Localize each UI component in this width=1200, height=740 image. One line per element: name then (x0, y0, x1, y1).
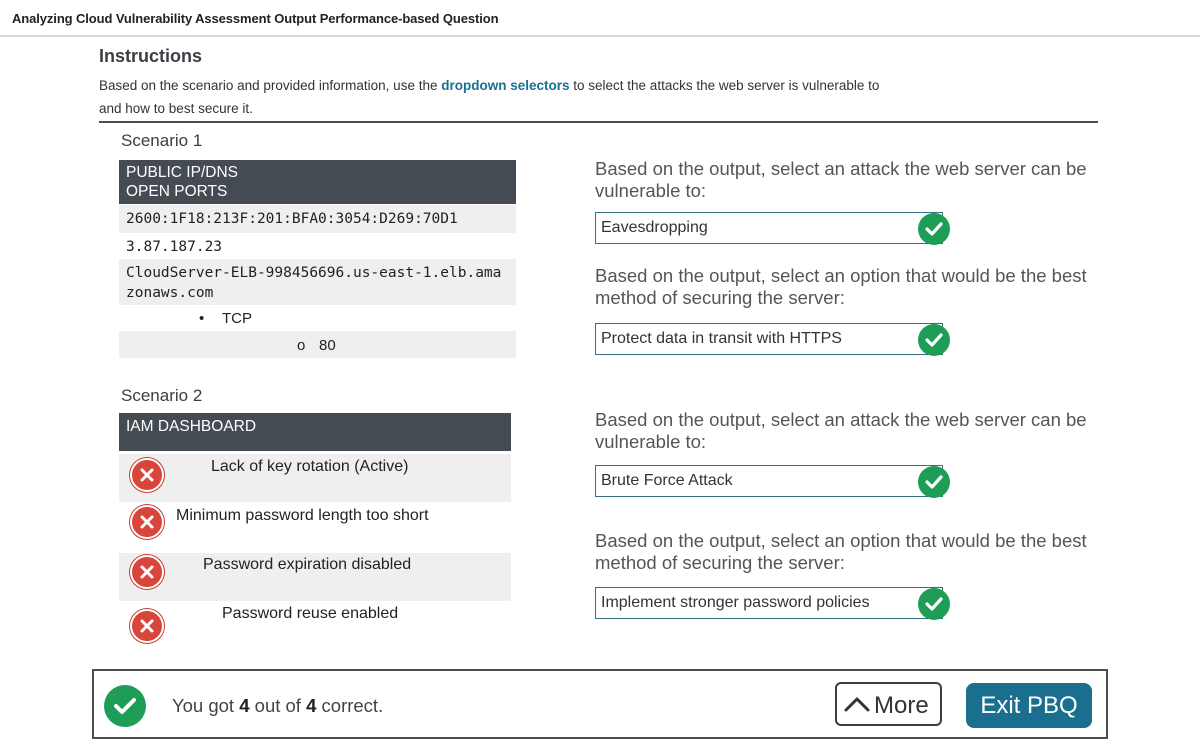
score-middle: out of (249, 695, 307, 716)
score-suffix: correct. (316, 695, 384, 716)
error-x-icon (130, 609, 164, 643)
protocol-bullet: • (199, 310, 205, 327)
chevron-up-icon (843, 696, 871, 717)
answer-dropdown-3-value: Brute Force Attack (601, 472, 733, 489)
result-check-icon (104, 685, 146, 727)
title-bar (0, 0, 1200, 37)
question-1: Based on the output, select an attack the web server can be vulnerable to: (595, 158, 1087, 201)
iam-item-label: Lack of key rotation (Active) (211, 458, 409, 475)
error-x-icon (130, 505, 164, 539)
port-value: 80 (319, 337, 336, 354)
error-x-icon (130, 458, 164, 492)
score-correct: 4 (239, 695, 250, 716)
exit-pbq-button-label: Exit PBQ (980, 692, 1078, 719)
dns-name: CloudServer-ELB-998456696.us-east-1.elb.amazonaws.com (119, 259, 516, 305)
correct-check-icon (918, 213, 950, 245)
iam-item-row (119, 602, 511, 650)
scenario-1-label: Scenario 1 (121, 131, 203, 150)
answer-dropdown-2[interactable] (595, 323, 943, 355)
question-2: Based on the output, select an option that would be the best method of securing the server: (595, 265, 1087, 308)
dropdown-selectors-link: dropdown selectors (441, 78, 570, 93)
scenario-1-header-line2: OPEN PORTS (126, 183, 228, 200)
answer-dropdown-2-value: Protect data in transit with HTTPS (601, 330, 842, 347)
ipv6-address: 2600:1F18:213F:201:BFA0:3054:D269:70D1 (119, 205, 516, 233)
score-text (172, 695, 383, 717)
scenario-1-header-line1: PUBLIC IP/DNS (126, 164, 238, 181)
score-prefix: You got (172, 695, 240, 716)
iam-item-row (119, 454, 511, 502)
instructions-text-after: to select the attacks the web server is vulnerable to and how to best secure it. (99, 78, 880, 116)
iam-item-label: Minimum password length too short (176, 507, 429, 524)
port-row (119, 331, 516, 358)
results-footer (92, 669, 1108, 739)
question-4: Based on the output, select an option that would be the best method of securing the server: (595, 530, 1087, 573)
correct-check-icon (918, 466, 950, 498)
answer-dropdown-4[interactable] (595, 587, 943, 619)
correct-check-icon (918, 588, 950, 620)
answer-dropdown-3[interactable] (595, 465, 943, 497)
iam-item-row (119, 503, 511, 551)
score-total: 4 (306, 695, 317, 716)
iam-item-label: Password reuse enabled (222, 605, 399, 622)
instructions-text (99, 74, 899, 120)
scenario-1-header (119, 160, 516, 204)
more-button-label: More (874, 692, 929, 719)
section-divider (99, 121, 1098, 123)
answer-dropdown-1[interactable] (595, 212, 943, 244)
port-bullet: o (297, 337, 306, 354)
exit-pbq-button[interactable] (966, 683, 1092, 728)
question-3: Based on the output, select an attack the web server can be vulnerable to: (595, 409, 1087, 452)
instructions-text-before: Based on the scenario and provided information, use the (99, 78, 442, 93)
answer-dropdown-4-value: Implement stronger password policies (601, 594, 870, 611)
instructions-heading: Instructions (99, 46, 203, 66)
ipv4-address: 3.87.187.23 (126, 239, 223, 255)
window-title: Analyzing Cloud Vulnerability Assessment Output Performance-based Question (12, 11, 499, 26)
more-button[interactable] (835, 682, 942, 726)
protocol-value: TCP (222, 310, 252, 327)
answer-dropdown-1-value: Eavesdropping (601, 219, 708, 236)
scenario-2-label: Scenario 2 (121, 386, 203, 405)
iam-item-label: Password expiration disabled (203, 556, 412, 573)
error-x-icon (130, 555, 164, 589)
iam-item-row (119, 553, 511, 601)
iam-dashboard-header: IAM DASHBOARD (119, 413, 511, 451)
correct-check-icon (918, 324, 950, 356)
